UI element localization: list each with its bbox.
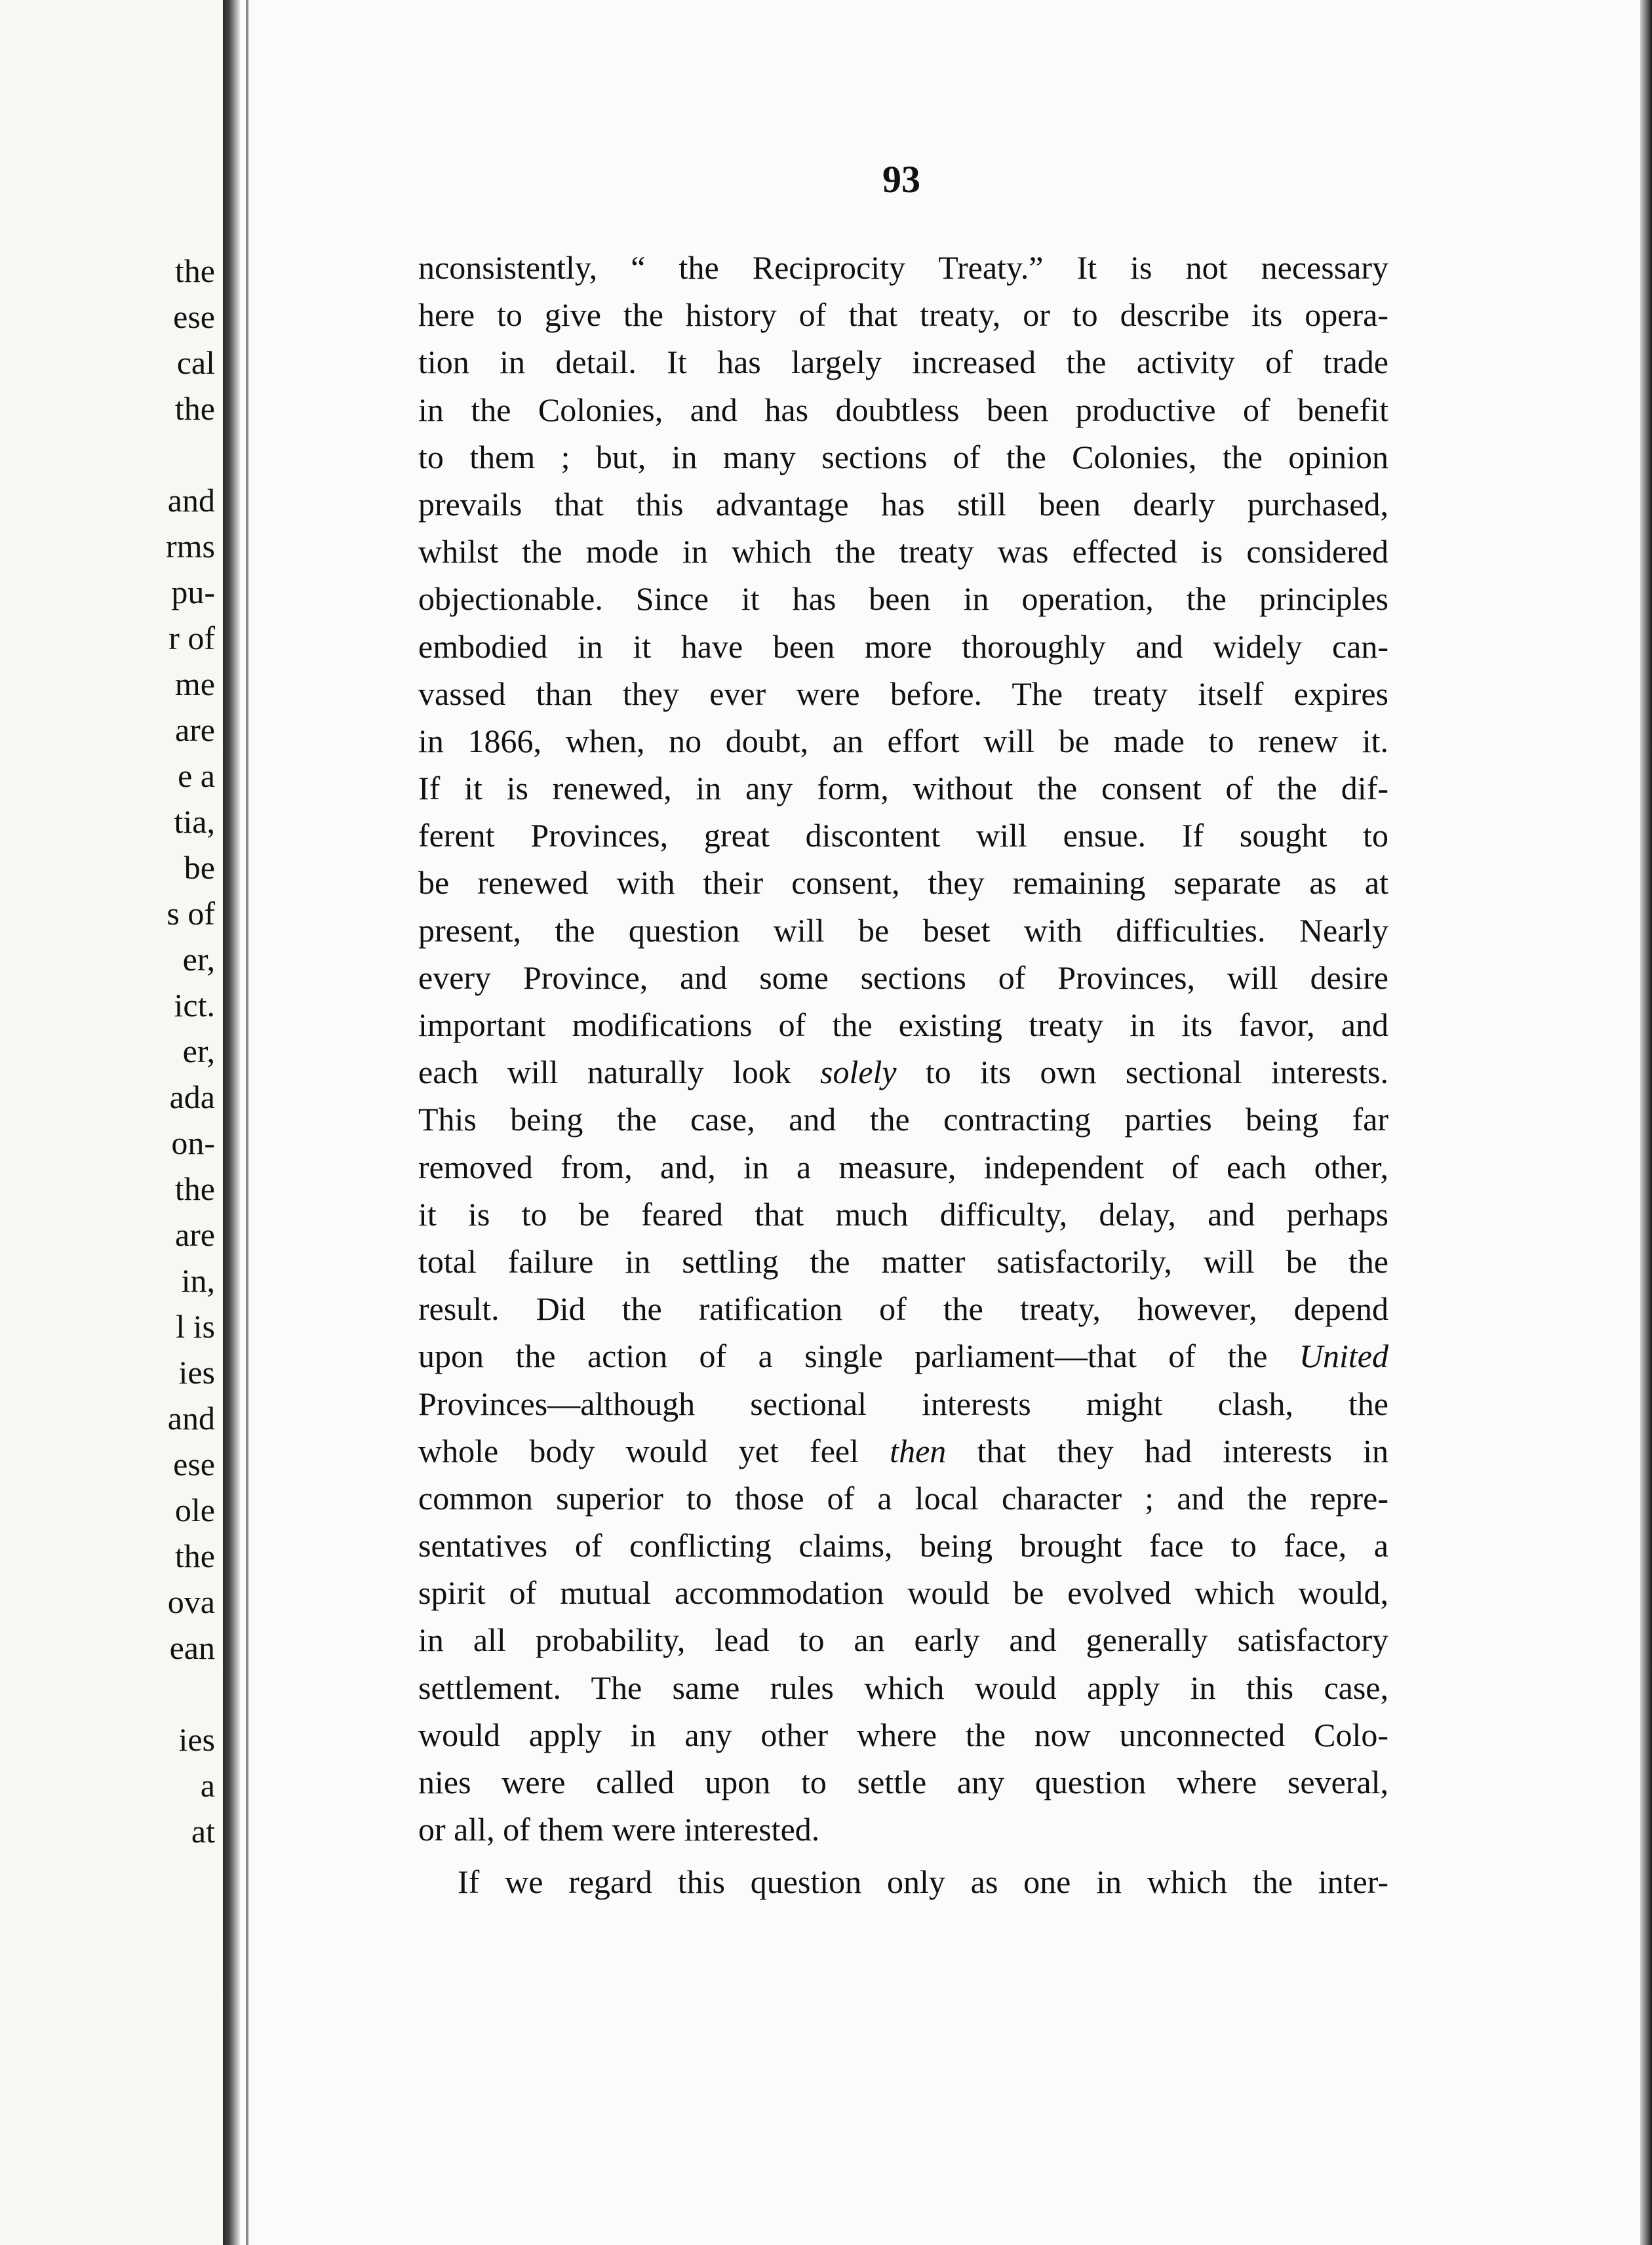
text-line: be renewed with their consent, they remaining separate as at xyxy=(418,864,1388,902)
previous-page-fragment: ies xyxy=(178,1354,215,1391)
text-line: sentatives of conflicting claims, being brought face to face, a xyxy=(418,1527,1388,1564)
previous-page-fragment: ada xyxy=(169,1079,215,1115)
previous-page-fragment: er, xyxy=(182,941,215,978)
right-page-edge xyxy=(1640,0,1652,2245)
text-line: tion in detail. It has largely increased the activity of trade xyxy=(418,344,1388,381)
previous-page-fragment: the xyxy=(174,390,215,427)
text-line: nies were called upon to settle any question where several, xyxy=(418,1764,1388,1800)
previous-page-fragment: l is xyxy=(176,1308,215,1345)
text-line: in 1866, when, no doubt, an effort will be made to renew it. xyxy=(418,722,1388,759)
text-line: nconsistently, “ the Reciprocity Treaty.” It is not necessary xyxy=(418,249,1388,286)
previous-page-fragment: ese xyxy=(173,1446,215,1482)
text-line: spirit of mutual accommodation would be evolved which would, xyxy=(418,1574,1388,1612)
previous-page-fragment: ole xyxy=(174,1492,215,1528)
previous-page-fragment: are xyxy=(174,1216,215,1253)
previous-page-fragment: tia, xyxy=(174,803,215,840)
previous-page-fragment xyxy=(84,1671,215,1717)
previous-page-fragment: ict. xyxy=(174,987,215,1023)
text-line: common superior to those of a local character ; and the repre- xyxy=(418,1479,1388,1517)
previous-page-fragment: ies xyxy=(178,1721,215,1758)
previous-page-fragment: er, xyxy=(182,1033,215,1069)
previous-page-fragments xyxy=(84,248,215,1854)
text-line: If it is renewed, in any form, without the consent of the dif- xyxy=(418,770,1388,807)
previous-page-fragment: the xyxy=(174,1170,215,1207)
text-line: or all, of them were interested. xyxy=(418,1811,820,1848)
text-line: each will naturally look solely to its own sectional interests. xyxy=(418,1054,1389,1091)
previous-page-fragment: ean xyxy=(169,1629,215,1666)
text-line: total failure in settling the matter satisfactorily, will be the xyxy=(418,1242,1388,1280)
book-gutter xyxy=(223,0,240,2245)
previous-page-fragment: and xyxy=(167,482,215,519)
text-line: it is to be feared that much difficulty, delay, and perhaps xyxy=(418,1195,1388,1233)
previous-page-fragment: the xyxy=(174,252,215,289)
previous-page-fragment: the xyxy=(174,1538,215,1574)
previous-page-edge xyxy=(0,0,229,2245)
text-line: vassed than they ever were before. The treaty itself expires xyxy=(418,675,1388,712)
text-line: in all probability, lead to an early and generally satisfactory xyxy=(418,1621,1388,1659)
text-line: embodied in it have been more thoroughly and widely can- xyxy=(418,627,1388,665)
paragraph xyxy=(418,1858,1388,1905)
previous-page-fragment: me xyxy=(174,666,215,702)
previous-page-fragment: at xyxy=(191,1813,215,1850)
text-line: If we regard this question only as one in which the inter- xyxy=(458,1863,1388,1901)
page-number: 93 xyxy=(882,158,920,201)
gutter-edge-line xyxy=(246,0,248,2245)
previous-page-fragment: pu- xyxy=(171,574,215,610)
text-line: here to give the history of that treaty, or to describe its opera- xyxy=(418,296,1388,334)
text-line: objectionable. Since it has been in operation, the principles xyxy=(418,580,1388,618)
previous-page-fragment xyxy=(84,431,215,477)
text-line: result. Did the ratification of the treaty, however, depend xyxy=(418,1290,1388,1328)
previous-page-fragment: are xyxy=(174,711,215,748)
previous-page-fragment: rms xyxy=(166,528,215,565)
previous-page-fragment: a xyxy=(200,1767,215,1804)
previous-page-fragment: r of xyxy=(168,620,215,656)
previous-page-fragment: cal xyxy=(176,344,215,381)
text-line: This being the case, and the contracting parties being far xyxy=(418,1101,1388,1138)
text-line: whole body would yet feel then that they had interests in xyxy=(418,1432,1388,1469)
previous-page-fragment: and xyxy=(167,1400,215,1437)
previous-page-fragment: in, xyxy=(181,1262,215,1299)
text-line: ferent Provinces, great discontent will ensue. If sought to xyxy=(418,817,1388,854)
previous-page-fragment: be xyxy=(184,849,215,886)
text-line: would apply in any other where the now unconnected Colo- xyxy=(418,1716,1388,1753)
text-line: to them ; but, in many sections of the Colonies, the opinion xyxy=(418,438,1388,475)
previous-page-fragment: ova xyxy=(167,1583,215,1620)
text-line: in the Colonies, and has doubtless been productive of benefit xyxy=(418,391,1388,428)
text-line: prevails that this advantage has still been dearly purchased, xyxy=(418,485,1388,523)
previous-page-fragment: e a xyxy=(178,757,215,794)
previous-page-fragment: ese xyxy=(173,298,215,335)
text-line: present, the question will be beset with difficulties. Nearly xyxy=(418,911,1388,949)
text-line: upon the action of a single parliament—that of the United xyxy=(418,1338,1388,1375)
text-line: important modifications of the existing treaty in its favor, and xyxy=(418,1006,1388,1043)
text-line: removed from, and, in a measure, independent of each other, xyxy=(418,1148,1388,1185)
text-line: settlement. The same rules which would apply in this case, xyxy=(418,1669,1388,1706)
text-line: every Province, and some sections of Provinces, will desire xyxy=(418,959,1388,996)
previous-page-fragment: s of xyxy=(167,895,215,932)
paragraph xyxy=(418,244,1388,1853)
body-text xyxy=(418,244,1388,1906)
previous-page-fragment: on- xyxy=(171,1124,215,1161)
text-line: whilst the mode in which the treaty was effected is considered xyxy=(418,533,1388,570)
text-line: Provinces—although sectional interests might clash, the xyxy=(418,1385,1388,1422)
